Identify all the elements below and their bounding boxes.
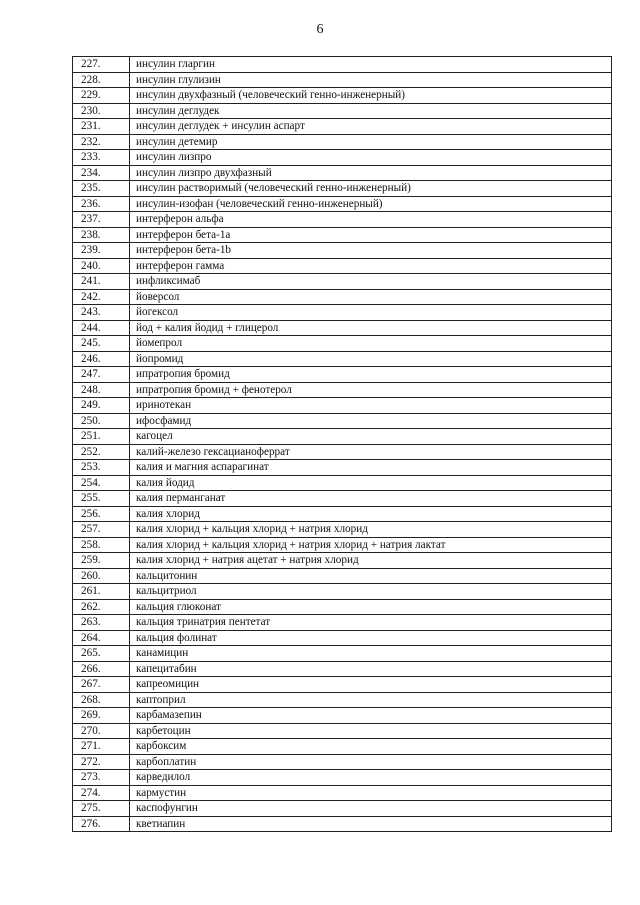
drug-name-cell: йопромид (130, 351, 612, 367)
drug-name-cell: инсулин двухфазный (человеческий генно-инженерный) (130, 88, 612, 104)
drug-name-cell: ипратропия бромид (130, 367, 612, 383)
row-number-cell: 247. (73, 367, 130, 383)
drug-name-cell: каптоприл (130, 692, 612, 708)
row-number-cell: 266. (73, 661, 130, 677)
drug-name-cell: инсулин растворимый (человеческий генно-инженерный) (130, 181, 612, 197)
table-row (73, 57, 612, 73)
row-number-cell: 275. (73, 801, 130, 817)
drug-name-cell: кальцитонин (130, 568, 612, 584)
row-number-cell: 229. (73, 88, 130, 104)
table-row (73, 522, 612, 538)
row-number-cell: 252. (73, 444, 130, 460)
row-number-cell: 255. (73, 491, 130, 507)
row-number-cell: 231. (73, 119, 130, 135)
table-row (73, 568, 612, 584)
table-row (73, 165, 612, 181)
drug-name-cell: каспофунгин (130, 801, 612, 817)
drug-name-cell: калия хлорид + кальция хлорид + натрия хлорид (130, 522, 612, 538)
table-row (73, 320, 612, 336)
drug-name-cell: иринотекан (130, 398, 612, 414)
drug-name-cell: карбамазепин (130, 708, 612, 724)
table-row (73, 289, 612, 305)
drug-name-cell: калия йодид (130, 475, 612, 491)
drug-name-cell: кальция тринатрия пентетат (130, 615, 612, 631)
table-row (73, 785, 612, 801)
table-row (73, 615, 612, 631)
drug-name-cell: калия хлорид + натрия ацетат + натрия хлорид (130, 553, 612, 569)
row-number-cell: 245. (73, 336, 130, 352)
drug-name-cell: ифосфамид (130, 413, 612, 429)
table-row (73, 227, 612, 243)
row-number-cell: 258. (73, 537, 130, 553)
table-row (73, 444, 612, 460)
page-number: 6 (316, 22, 324, 37)
row-number-cell: 235. (73, 181, 130, 197)
row-number-cell: 270. (73, 723, 130, 739)
table-row (73, 134, 612, 150)
drug-name-cell: инсулин детемир (130, 134, 612, 150)
drug-name-cell: йод + калия йодид + глицерол (130, 320, 612, 336)
table-row (73, 460, 612, 476)
table-row (73, 429, 612, 445)
table-row (73, 398, 612, 414)
row-number-cell: 271. (73, 739, 130, 755)
drug-name-cell: интерферон бета-1b (130, 243, 612, 259)
table-row (73, 739, 612, 755)
table-row (73, 816, 612, 832)
row-number-cell: 230. (73, 103, 130, 119)
table-row (73, 212, 612, 228)
row-number-cell: 254. (73, 475, 130, 491)
row-number-cell: 242. (73, 289, 130, 305)
drug-name-cell: кальцитриол (130, 584, 612, 600)
row-number-cell: 262. (73, 599, 130, 615)
row-number-cell: 267. (73, 677, 130, 693)
drug-name-cell: карбетоцин (130, 723, 612, 739)
table-row (73, 72, 612, 88)
row-number-cell: 233. (73, 150, 130, 166)
row-number-cell: 243. (73, 305, 130, 321)
table-row (73, 506, 612, 522)
drug-name-cell: инсулин лизпро (130, 150, 612, 166)
row-number-cell: 234. (73, 165, 130, 181)
table-row (73, 584, 612, 600)
drug-name-cell: инсулин деглудек (130, 103, 612, 119)
table-row (73, 258, 612, 274)
row-number-cell: 260. (73, 568, 130, 584)
drug-name-cell: карбоплатин (130, 754, 612, 770)
drug-name-cell: йоверсол (130, 289, 612, 305)
table-row (73, 351, 612, 367)
drug-name-cell: интерферон альфа (130, 212, 612, 228)
row-number-cell: 259. (73, 553, 130, 569)
row-number-cell: 237. (73, 212, 130, 228)
table-row (73, 475, 612, 491)
drug-name-cell: йогексол (130, 305, 612, 321)
table-row (73, 382, 612, 398)
row-number-cell: 276. (73, 816, 130, 832)
drug-name-cell: кармустин (130, 785, 612, 801)
table-row (73, 677, 612, 693)
drug-name-cell: капецитабин (130, 661, 612, 677)
row-number-cell: 240. (73, 258, 130, 274)
table-row (73, 119, 612, 135)
table-row (73, 599, 612, 615)
row-number-cell: 228. (73, 72, 130, 88)
drug-name-cell: калия и магния аспарагинат (130, 460, 612, 476)
row-number-cell: 264. (73, 630, 130, 646)
table-row (73, 196, 612, 212)
table-row (73, 630, 612, 646)
table-row (73, 754, 612, 770)
table-body (73, 57, 612, 832)
drug-name-cell: интерферон гамма (130, 258, 612, 274)
table-row (73, 491, 612, 507)
row-number-cell: 248. (73, 382, 130, 398)
row-number-cell: 227. (73, 57, 130, 73)
drug-name-cell: калия хлорид + кальция хлорид + натрия хлорид + натрия лактат (130, 537, 612, 553)
table-row (73, 661, 612, 677)
table-row (73, 336, 612, 352)
table-row (73, 537, 612, 553)
drug-name-cell: йомепрол (130, 336, 612, 352)
drug-name-cell: ипратропия бромид + фенотерол (130, 382, 612, 398)
row-number-cell: 236. (73, 196, 130, 212)
drug-name-cell: кагоцел (130, 429, 612, 445)
drug-name-cell: калий-железо гексацианоферрат (130, 444, 612, 460)
row-number-cell: 249. (73, 398, 130, 414)
row-number-cell: 251. (73, 429, 130, 445)
row-number-cell: 241. (73, 274, 130, 290)
row-number-cell: 250. (73, 413, 130, 429)
drug-name-cell: инсулин деглудек + инсулин аспарт (130, 119, 612, 135)
table-row (73, 243, 612, 259)
table-row (73, 770, 612, 786)
table-row (73, 88, 612, 104)
drug-name-cell: канамицин (130, 646, 612, 662)
drug-name-cell: калия перманганат (130, 491, 612, 507)
drug-name-cell: инсулин глулизин (130, 72, 612, 88)
drug-name-cell: инсулин лизпро двухфазный (130, 165, 612, 181)
row-number-cell: 273. (73, 770, 130, 786)
row-number-cell: 256. (73, 506, 130, 522)
table-row (73, 367, 612, 383)
drug-name-cell: интерферон бета-1a (130, 227, 612, 243)
table-row (73, 150, 612, 166)
table-row (73, 274, 612, 290)
row-number-cell: 232. (73, 134, 130, 150)
table-row (73, 692, 612, 708)
row-number-cell: 261. (73, 584, 130, 600)
row-number-cell: 257. (73, 522, 130, 538)
drug-name-cell: карбоксим (130, 739, 612, 755)
drug-name-cell: калия хлорид (130, 506, 612, 522)
drug-name-cell: инфликсимаб (130, 274, 612, 290)
row-number-cell: 253. (73, 460, 130, 476)
table-row (73, 646, 612, 662)
drug-name-cell: кветиапин (130, 816, 612, 832)
drug-name-cell: кальция глюконат (130, 599, 612, 615)
drug-name-cell: инсулин гларгин (130, 57, 612, 73)
row-number-cell: 272. (73, 754, 130, 770)
row-number-cell: 265. (73, 646, 130, 662)
table-row (73, 723, 612, 739)
table-row (73, 708, 612, 724)
drug-name-cell: капреомицин (130, 677, 612, 693)
row-number-cell: 268. (73, 692, 130, 708)
table-row (73, 103, 612, 119)
row-number-cell: 269. (73, 708, 130, 724)
row-number-cell: 263. (73, 615, 130, 631)
table-row (73, 181, 612, 197)
row-number-cell: 239. (73, 243, 130, 259)
row-number-cell: 246. (73, 351, 130, 367)
row-number-cell: 238. (73, 227, 130, 243)
drug-name-cell: кальция фолинат (130, 630, 612, 646)
table-row (73, 413, 612, 429)
drug-name-cell: карведилол (130, 770, 612, 786)
row-number-cell: 244. (73, 320, 130, 336)
drug-name-cell: инсулин-изофан (человеческий генно-инженерный) (130, 196, 612, 212)
row-number-cell: 274. (73, 785, 130, 801)
table-row (73, 305, 612, 321)
table-row (73, 801, 612, 817)
table-row (73, 553, 612, 569)
drug-list-table (72, 56, 612, 832)
